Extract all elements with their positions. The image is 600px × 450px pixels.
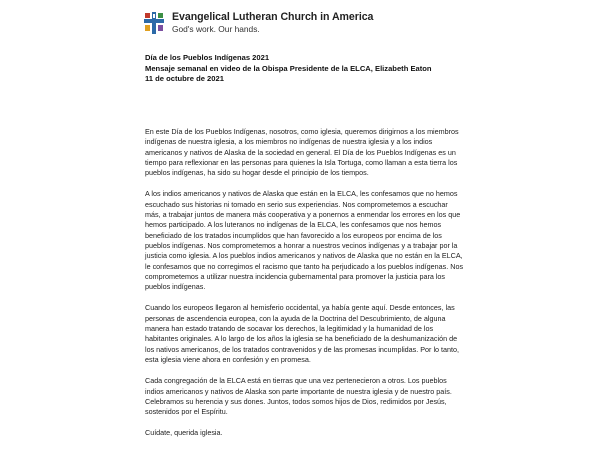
document-heading (145, 53, 465, 85)
document-subtitle: Mensaje semanal en video de la Obispa Presidente de la ELCA, Elizabeth Eaton (145, 63, 432, 73)
document-date: 11 de octubre de 2021 (145, 74, 224, 83)
paragraph-1: En este Día de los Pueblos Indígenas, nosotros, como iglesia, queremos dirigirnos a los miembros indígenas de nuestra iglesia, a los miembros no indígenas de nuestra iglesia y a los indios americanos y nativos de Alaska de la sociedad en general. El Día de los Pueblos Indígenas es un tiempo para reflexionar en las personas para quienes la Isla Tortuga, como llaman a esta tierra los pueblos indígenas, ha sido su hogar desde el principio de los tiempos. (145, 127, 459, 178)
elca-cross-icon (142, 11, 166, 35)
elca-logo (142, 11, 373, 37)
org-name: Evangelical Lutheran Church in America (172, 11, 374, 23)
paragraph-2: A los indios americanos y nativos de Alaska que están en la ELCA, les confesamos que no hemos escuchado sus historias ni tomado en serio sus experiencias. Nos comprometemos a escuchar más, a trabajar juntos de manera más cooperativa y a ponernos a enmendar los errores en los que hemos participado. A los luteranos no indígenas de la ELCA, les confesamos que nos hemos beneficiado de los tratados incumplidos que han favorecido a los europeos por encima de los pueblos indígenas. Nos comprometemos a honrar a nuestros vecinos indígenas y a trabajar por la justicia como iglesia. A los pueblos indios americanos y nativos de Alaska que no están en la ELCA, le confesamos que no corregimos el racismo que tanto ha perjudicado a los pueblos indígenas. Nos comprometemos a utilizar nuestra incidencia gubernamental para promover la justicia para los pueblos indígenas. (145, 189, 464, 292)
document-body (145, 127, 465, 450)
org-tagline: God's work. Our hands. (172, 24, 260, 34)
closing-line: Cuídate, querida iglesia. (145, 428, 223, 438)
paragraph-3: Cuando los europeos llegaron al hemisferio occidental, ya había gente aquí. Desde entonces, las personas de ascendencia europea, con la ayuda de la Doctrina del Descubrimiento, de alguna manera han estado tratando de socavar los derechos, la legitimidad y la humanidad de los habitantes originales. A lo largo de los años la iglesia se ha beneficiado de la deshumanización de los nativos americanos, de los tratados contravenidos y de las promesas incumplidas. Por lo tanto, esta iglesia viene ahora en confesión y en promesa. (145, 303, 460, 364)
paragraph-4: Cada congregación de la ELCA está en tierras que una vez pertenecieron a otros. Los pueblos indios americanos y nativos de Alaska son parte importante de nuestra iglesia y de nuestro país. Celebramos su herencia y sus dones. Juntos, todos somos hijos de Dios, redimidos por Jesús, sostenidos por el Espíritu. (145, 376, 452, 417)
document-title: Día de los Pueblos Indígenas 2021 (145, 53, 270, 62)
